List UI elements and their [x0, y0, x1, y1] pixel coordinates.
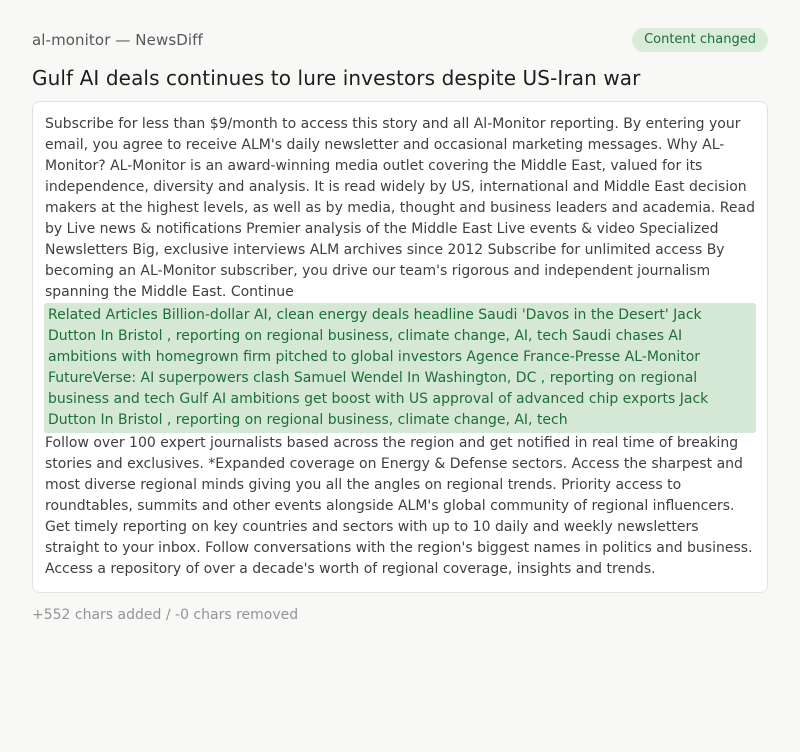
diff-summary: +552 chars added / -0 chars removed [32, 607, 299, 623]
status-badge: Content changed [632, 28, 768, 52]
paragraph-unchanged-before: Subscribe for less than $9/month to access this story and all Al-Monitor reporting. By entering your email, you agree to receive ALM's daily newsletter and occasional marketing messages. Why AL-Monitor? AL-Monitor is an award-winning media outlet covering the Middle East, valued for its independence, diversity and analysis. It is read widely by US, international and Middle East decision makers at the highest levels, as well as by media, thought and business leaders and academia. Read by Live news & notifications Premier analysis of the Middle East Live events & video Specialized Newsletters Big, exclusive interviews ALM archives since 2012 Subscribe for unlimited access By becoming an AL-Monitor subscriber, you drive our team's rigorous and independent journalism spanning the Middle East. Continue [45, 116, 755, 300]
paragraph-unchanged-after: Follow over 100 expert journalists based across the region and get notified in real time of breaking stories and exclusives. *Expanded coverage on Energy & Defense sectors. Access the sharpest and most diverse regional minds giving you all the angles on regional trends. Priority access to roundtables, summits and other events alongside ALM's global community of regional influencers. Get timely reporting on key countries and sectors with up to 10 daily and weekly newsletters straight to your inbox. Follow conversations with the region's biggest names in politics and business. Access a repository of over a decade's worth of regional coverage, insights and trends. [45, 435, 753, 577]
inserted-text-block: Related Articles Billion-dollar AI, clean energy deals headline Saudi 'Davos in the Desert' Jack Dutton In Bristol , reporting on regional business, climate change, AI, tech Saudi chases AI ambitions with homegrown firm pitched to global investors Agence France-Presse AL-Monitor FutureVerse: AI superpowers clash Samuel Wendel In Washington, DC , reporting on regional business and tech Gulf AI ambitions get boost with US approval of advanced chip exports Jack Dutton In Bristol , reporting on regional business, climate change, AI, tech [44, 303, 756, 433]
diff-card [32, 101, 768, 593]
source-label: al-monitor — NewsDiff [32, 31, 203, 49]
page-title: Gulf AI deals continues to lure investors despite US-Iran war [32, 66, 641, 90]
page-header [32, 28, 768, 52]
